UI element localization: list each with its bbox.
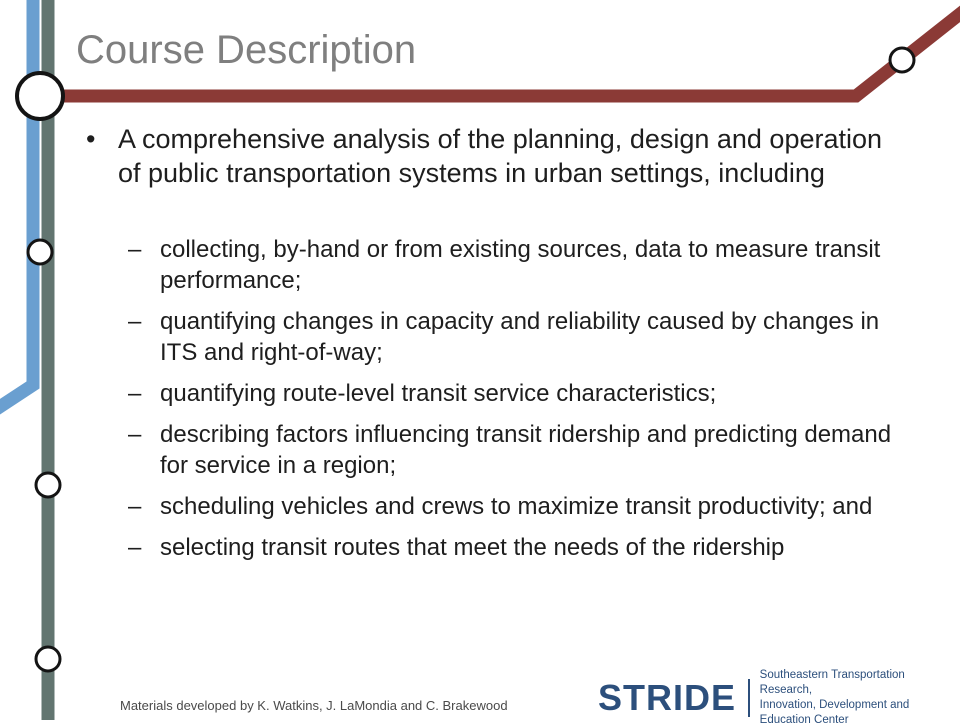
logo-tagline	[760, 668, 960, 728]
dash-marker: –	[128, 308, 142, 335]
sub-bullet	[128, 234, 906, 296]
station-icon	[36, 473, 60, 497]
logo-tagline-line2: Innovation, Development and Education Center	[759, 699, 910, 726]
logo-wordmark: STRIDE	[598, 677, 737, 718]
sub-bullet-text: collecting, by-hand or from existing sources, data to measure transit performance;	[160, 236, 881, 294]
sub-bullet-text: quantifying changes in capacity and reliability caused by changes in ITS and right-of-way;	[160, 308, 880, 366]
sub-bullet	[128, 419, 906, 481]
sub-bullet-list	[86, 234, 906, 563]
logo-tagline-line1: Southeastern Transportation Research,	[759, 669, 905, 696]
station-large-icon	[17, 73, 63, 119]
sub-bullet	[128, 306, 906, 368]
dash-marker: –	[128, 236, 142, 263]
blue-transit-line	[0, 0, 33, 410]
station-top-right-icon	[890, 48, 914, 72]
main-bullet	[86, 122, 906, 190]
sub-bullet-text: describing factors influencing transit ridership and predicting demand for service in a region;	[160, 421, 892, 479]
dash-marker: –	[128, 493, 142, 520]
bullet-marker: •	[86, 124, 96, 154]
stride-logo	[598, 669, 960, 726]
sub-bullet	[128, 491, 906, 522]
station-icon	[36, 647, 60, 671]
sub-bullet-text: selecting transit routes that meet the needs of the ridership	[160, 534, 785, 561]
sub-bullet	[128, 378, 906, 409]
main-bullet-text: A comprehensive analysis of the planning, design and operation of public transportation systems in urban settings, including	[118, 124, 883, 188]
dash-marker: –	[128, 380, 142, 407]
sub-bullet	[128, 532, 906, 563]
station-icon	[28, 240, 52, 264]
footer-credit: Materials developed by K. Watkins, J. LaMondia and C. Brakewood	[120, 698, 508, 713]
dash-marker: –	[128, 534, 142, 561]
bullet-list	[86, 122, 906, 573]
sub-bullet-text: scheduling vehicles and crews to maximize transit productivity; and	[160, 493, 873, 520]
sub-bullet-text: quantifying route-level transit service characteristics;	[160, 380, 717, 407]
slide-title: Course Description	[76, 28, 417, 72]
logo-divider	[748, 679, 750, 717]
dash-marker: –	[128, 421, 142, 448]
